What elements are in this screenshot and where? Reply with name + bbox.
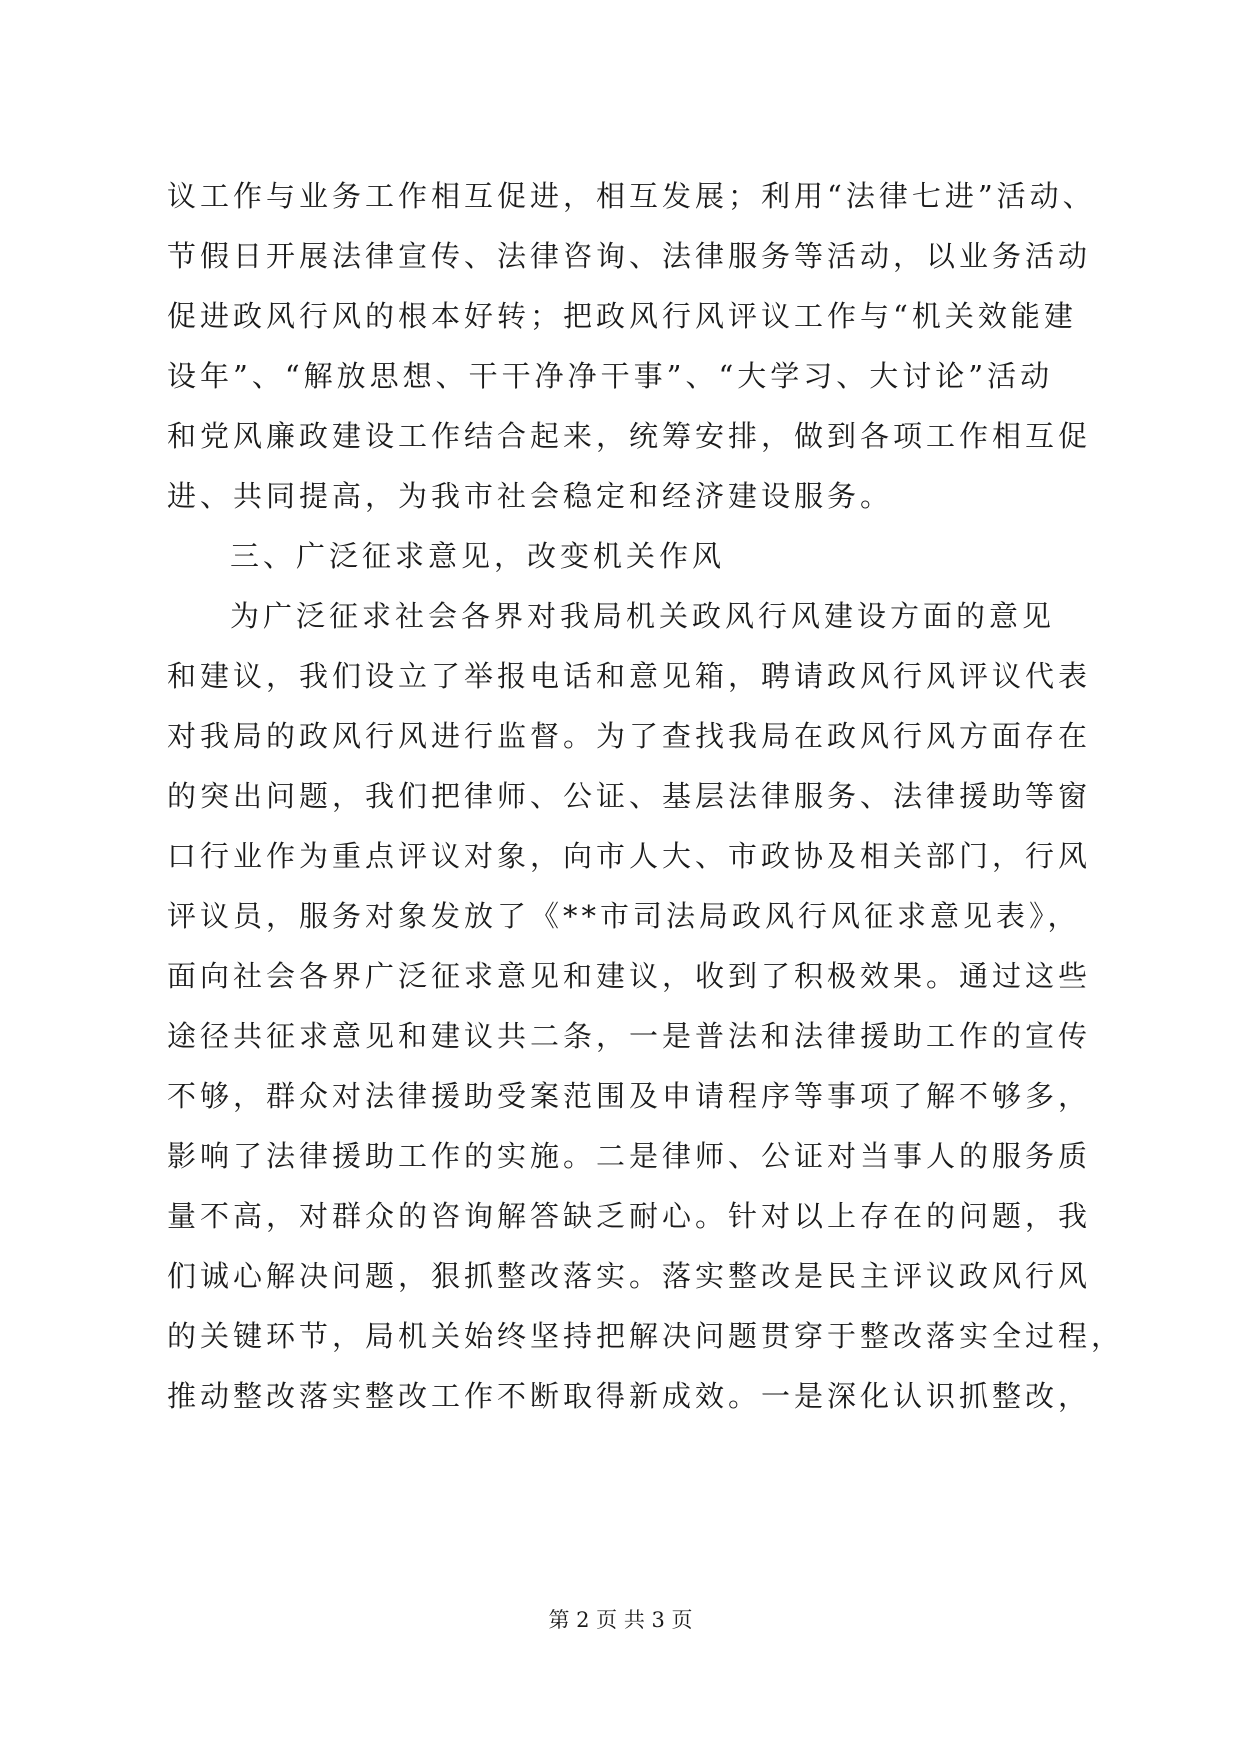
text-line: 口行业作为重点评议对象，向市人大、市政协及相关部门，行风: [167, 839, 1092, 873]
text-line: 面向社会各界广泛征求意见和建议，收到了积极效果。通过这些: [167, 959, 1092, 993]
text-line: 推动整改落实整改工作不断取得新成效。一是深化认识抓整改，: [167, 1379, 1092, 1413]
text-line: 为广泛征求社会各界对我局机关政风行风建设方面的意见: [230, 599, 1056, 633]
text-line: 量不高，对群众的咨询解答缺乏耐心。针对以上存在的问题，我: [167, 1199, 1092, 1233]
text-line: 的突出问题，我们把律师、公证、基层法律服务、法律援助等窗: [167, 779, 1092, 813]
text-line: 促进政风行风的根本好转；把政风行风评议工作与“机关效能建: [167, 299, 1077, 333]
text-line: 评议员，服务对象发放了《**市司法局政风行风征求意见表》，: [167, 899, 1081, 933]
text-line: 和党风廉政建设工作结合起来，统筹安排，做到各项工作相互促: [167, 419, 1092, 453]
text-line: 议工作与业务工作相互促进，相互发展；利用“法律七进”活动、: [167, 179, 1096, 213]
text-line: 设年”、“解放思想、干干净净干事”、“大学习、大讨论”活动: [167, 359, 1054, 393]
page-number-footer: 第 2 页 共 3 页: [548, 1608, 693, 1632]
text-line: 的关键环节，局机关始终坚持把解决问题贯穿于整改落实全过程，: [167, 1319, 1125, 1353]
text-line: 不够，群众对法律援助受案范围及申请程序等事项了解不够多，: [167, 1079, 1092, 1113]
text-line: 进、共同提高，为我市社会稳定和经济建设服务。: [167, 479, 894, 513]
text-line: 节假日开展法律宣传、法律咨询、法律服务等活动，以业务活动: [167, 239, 1092, 273]
section-heading: 三、广泛征求意见，改变机关作风: [230, 539, 726, 573]
text-line: 影响了法律援助工作的实施。二是律师、公证对当事人的服务质: [167, 1139, 1092, 1173]
text-line: 们诚心解决问题，狠抓整改落实。落实整改是民主评议政风行风: [167, 1259, 1092, 1293]
text-line: 和建议，我们设立了举报电话和意见箱，聘请政风行风评议代表: [167, 659, 1092, 693]
text-line: 对我局的政风行风进行监督。为了查找我局在政风行风方面存在: [167, 719, 1092, 753]
text-line: 途径共征求意见和建议共二条，一是普法和法律援助工作的宣传: [167, 1019, 1092, 1053]
